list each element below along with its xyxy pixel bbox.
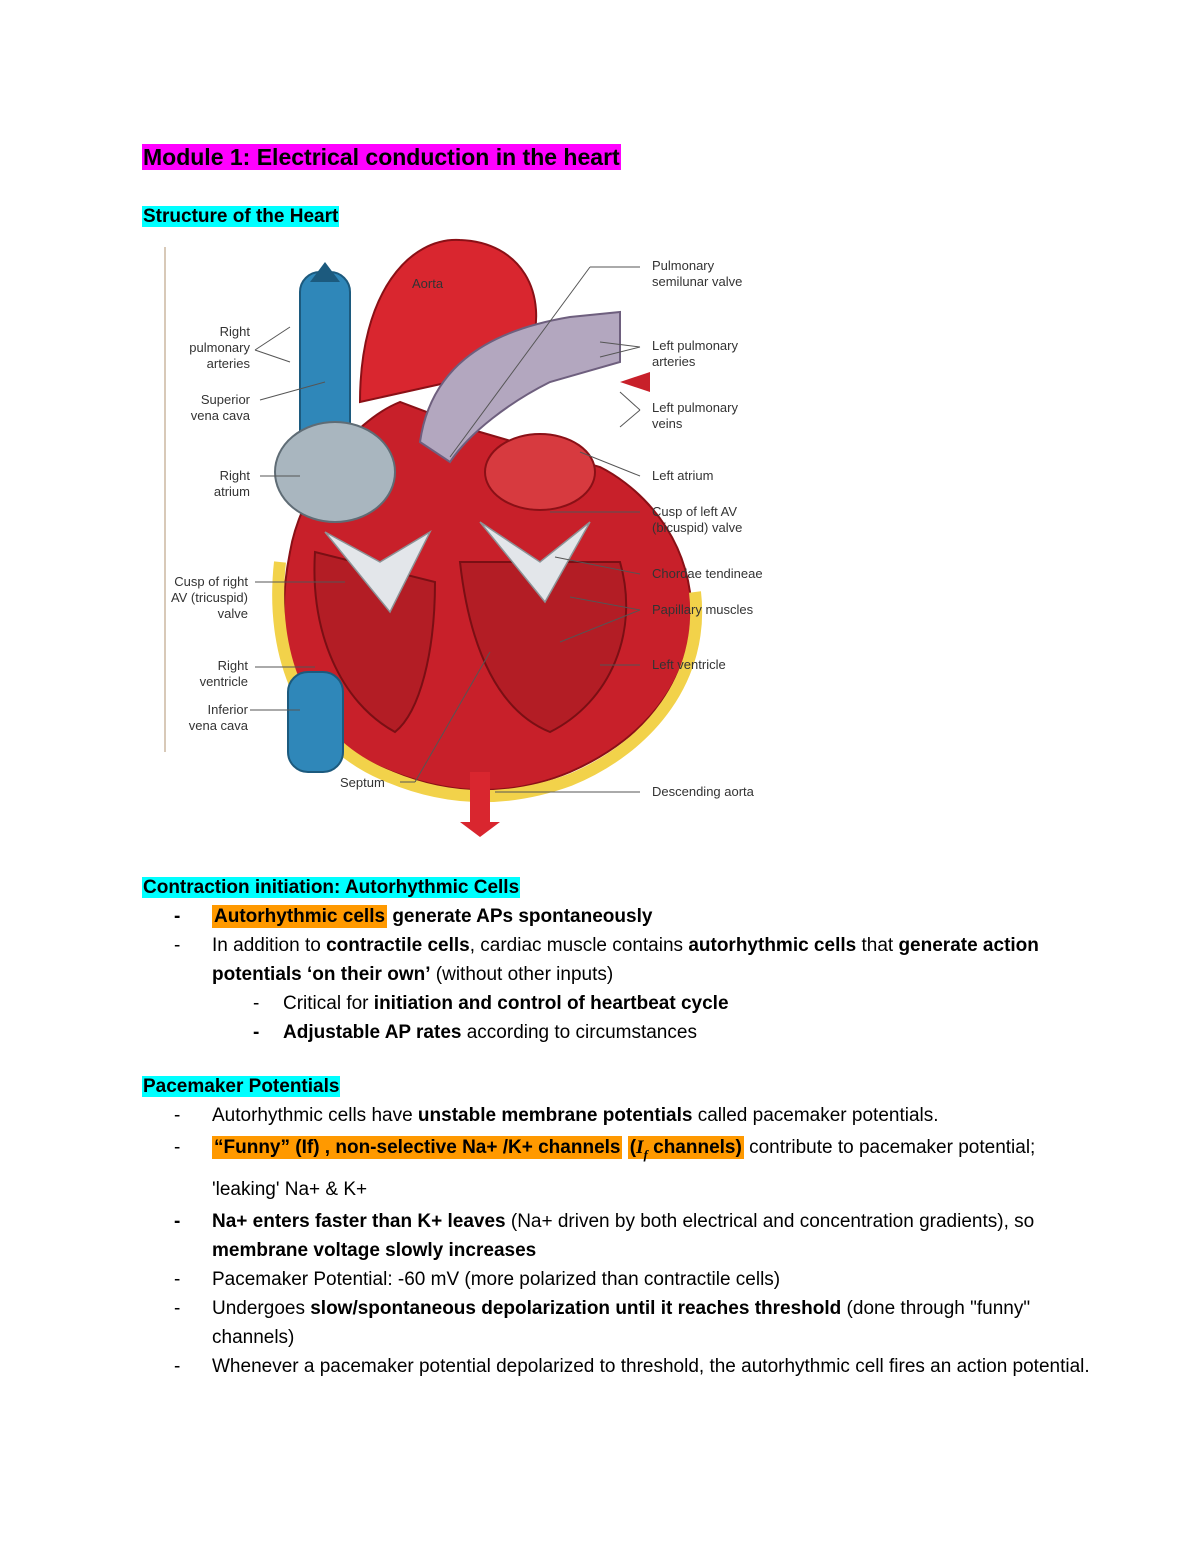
label-left-pulmonary-arteries-2: arteries xyxy=(652,354,696,369)
page-title: Module 1: Electrical conduction in the heart xyxy=(143,144,620,170)
label-cusp-left-av-1: Cusp of left AV xyxy=(652,504,738,519)
label-right-atrium-1: Right xyxy=(219,468,250,483)
label-cusp-left-av-2: (bicuspid) valve xyxy=(652,520,743,535)
label-left-ventricle: Left ventricle xyxy=(652,657,726,672)
right-atrium-shape xyxy=(275,422,395,522)
label-cusp-right-av-2: AV (tricuspid) xyxy=(170,590,248,605)
pacemaker-list xyxy=(142,1101,1102,1381)
list-item: - Whenever a pacemaker potential depolarized to threshold, the autorhythmic cell fires an action potential. xyxy=(174,1356,1090,1377)
list-item: - Undergoes slow/spontaneous depolarization until it reaches threshold (done through "funny" channels) xyxy=(174,1298,1031,1348)
list-item: - Na+ enters faster than K+ leaves (Na+ driven by both electrical and concentration gradients), so membrane voltage slowly increases xyxy=(174,1211,1035,1261)
label-right-pulmonary-1: Right xyxy=(219,324,250,339)
label-left-pulmonary-veins-1: Left pulmonary xyxy=(652,400,738,415)
inferior-vena-cava-shape xyxy=(288,672,343,772)
list-item: - Pacemaker Potential: -60 mV (more polarized than contractile cells) xyxy=(174,1269,781,1290)
label-septum: Septum xyxy=(340,775,385,790)
label-right-pulmonary-2: pulmonary xyxy=(189,340,250,355)
label-right-ventricle-2: ventricle xyxy=(199,674,248,689)
left-atrium-shape xyxy=(485,434,595,510)
label-aorta: Aorta xyxy=(412,276,444,291)
heart-diagram xyxy=(150,232,790,842)
section-heading-autorhythmic: Contraction initiation: Autorhythmic Cells xyxy=(143,877,520,898)
list-item: - Autorhythmic cells have unstable membrane potentials called pacemaker potentials. xyxy=(174,1105,939,1126)
red-flow-arrow xyxy=(620,372,650,392)
label-left-pulmonary-veins-2: veins xyxy=(652,416,683,431)
label-left-pulmonary-arteries-1: Left pulmonary xyxy=(652,338,738,353)
label-left-atrium: Left atrium xyxy=(652,468,714,483)
label-cusp-right-av-3: valve xyxy=(217,606,248,621)
section-heading-structure: Structure of the Heart xyxy=(143,206,339,227)
label-inferior-vena-cava-1: Inferior xyxy=(207,702,248,717)
label-pulmonary-semilunar-2: semilunar valve xyxy=(652,274,743,289)
list-item: - Autorhythmic cells generate APs spontaneously xyxy=(174,906,653,927)
section-heading-pacemaker: Pacemaker Potentials xyxy=(143,1076,340,1097)
list-item: - Critical for initiation and control of heartbeat cycle xyxy=(253,993,729,1014)
label-inferior-vena-cava-2: vena cava xyxy=(188,718,248,733)
label-chordae: Chordae tendineae xyxy=(652,566,763,581)
autorhythmic-list xyxy=(142,902,1102,1047)
label-descending-aorta: Descending aorta xyxy=(652,784,754,799)
label-right-ventricle-1: Right xyxy=(217,658,248,673)
label-right-atrium-2: atrium xyxy=(213,484,250,499)
label-cusp-right-av-1: Cusp of right xyxy=(174,574,248,589)
list-item: - Adjustable AP rates according to circumstances xyxy=(253,1022,697,1043)
list-item: - “Funny” (If) , non-selective Na+ /K+ channels ($I_f$ channels) contribute to pacemaker potential; 'leaking' Na+ & K+ xyxy=(174,1137,1036,1200)
label-superior-vena-cava-2: vena cava xyxy=(190,408,250,423)
label-right-pulmonary-3: arteries xyxy=(206,356,250,371)
list-item: - In addition to contractile cells, cardiac muscle contains autorhythmic cells that generate action potentials ‘on their own’ (without other inputs) xyxy=(174,935,1039,985)
label-superior-vena-cava-1: Superior xyxy=(200,392,250,407)
label-papillary: Papillary muscles xyxy=(652,602,754,617)
label-pulmonary-semilunar-1: Pulmonary xyxy=(652,258,715,273)
